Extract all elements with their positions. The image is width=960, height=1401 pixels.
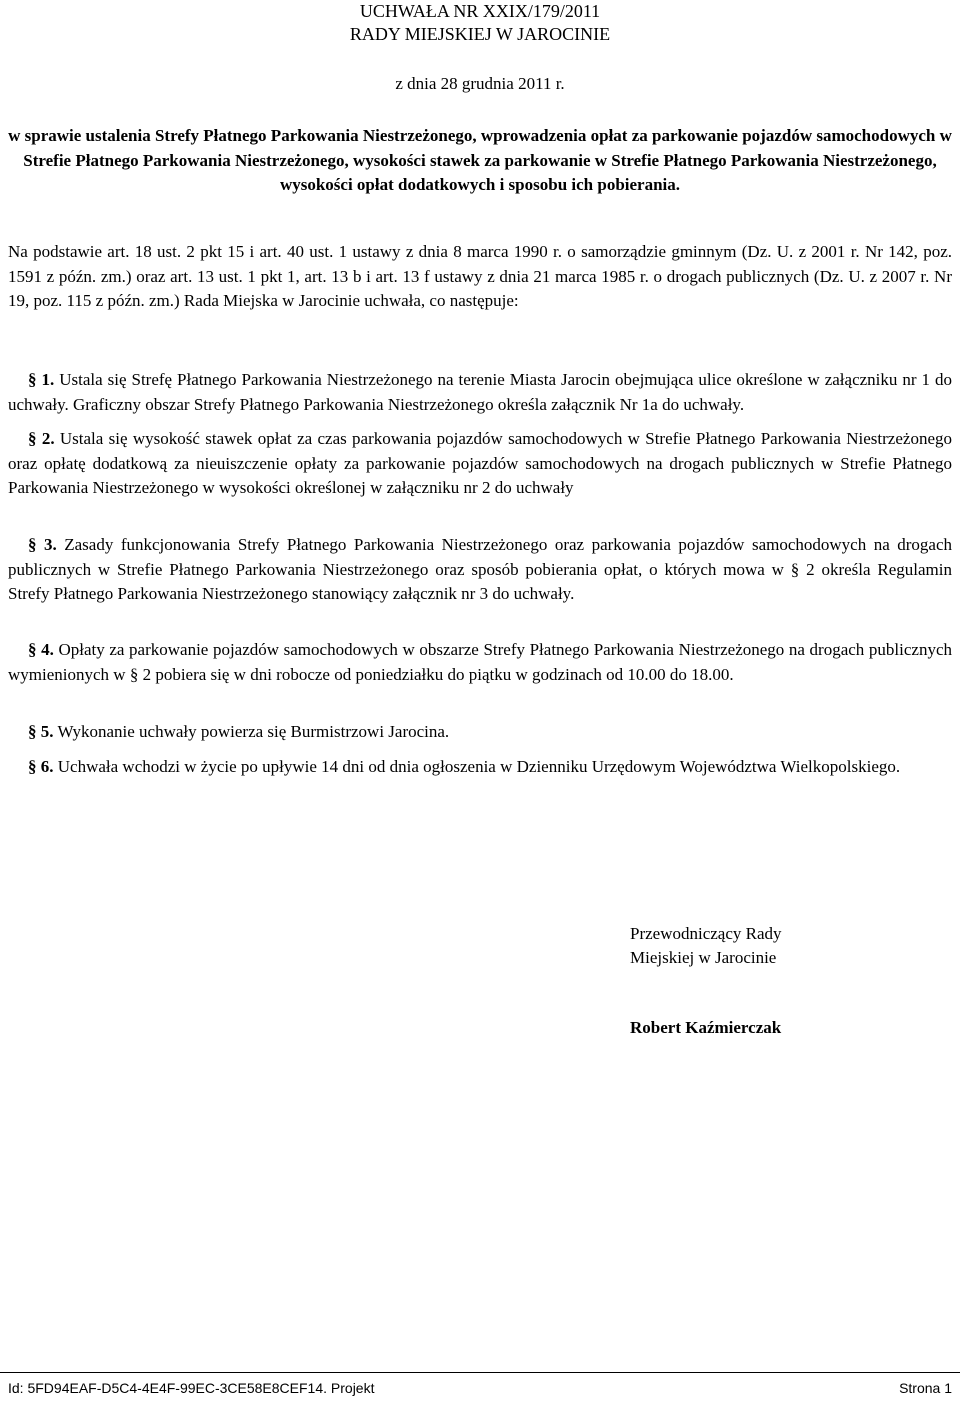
section-number: § 6. (28, 757, 54, 776)
section-6 (8, 755, 952, 780)
resolution-subject: w sprawie ustalenia Strefy Płatnego Parkowania Niestrzeżonego, wprowadzenia opłat za parkowanie pojazdów samochodowych w Strefie Płatnego Parkowania Niestrzeżonego, wysokości stawek za parkowanie w Strefie Płatnego Parkowania Niestrzeżonego, wysokości opłat dodatkowych i sposobu ich pobierania. (8, 126, 952, 194)
section-1 (8, 368, 952, 417)
section-text: Wykonanie uchwały powierza się Burmistrzowi Jarocina. (53, 722, 450, 741)
section-text: Uchwała wchodzi w życie po upływie 14 dni od dnia ogłoszenia w Dzienniku Urzędowym Województwa Wielkopolskiego. (53, 757, 901, 776)
page-number: Strona 1 (899, 1380, 952, 1396)
section-number: § 1. (28, 370, 55, 389)
resolution-date: z dnia 28 grudnia 2011 r. (395, 74, 565, 93)
section-3 (8, 533, 952, 607)
section-2 (8, 427, 952, 501)
resolution-title: UCHWAŁA NR XXIX/179/2011 (359, 1, 601, 21)
legal-basis-preamble: Na podstawie art. 18 ust. 2 pkt 15 i art. 40 ust. 1 ustawy z dnia 8 marca 1990 r. o samorządzie gminnym (Dz. U. z 2001 r. Nr 142, poz. 1591 z późn. zm.) oraz art. 13 ust. 1 pkt 1, art. 13 b i art. 13 f ustawy z dnia 21 marca 1985 r. o drogach publicznych (Dz. U. z 2007 r. Nr 19, poz. 115 z późn. zm.) Rada Miejska w Jarocinie uchwała, co następuje: (8, 242, 952, 310)
footer-divider (0, 1372, 960, 1373)
section-text: Zasady funkcjonowania Strefy Płatnego Parkowania Niestrzeżonego oraz parkowania pojazdów samochodowych na drogach publicznych w Strefie Płatnego Parkowania Niestrzeżonego oraz sposób pobierania opłat, o których mowa w § 2 określa Regulamin Strefy Płatnego Parkowania Niestrzeżonego stanowiący załącznik nr 3 do uchwały. (8, 535, 952, 603)
section-number: § 4. (28, 640, 54, 659)
signature-role-line1: Przewodniczący Rady (630, 924, 782, 943)
section-text: Ustala się Strefę Płatnego Parkowania Niestrzeżonego na terenie Miasta Jarocin obejmująca ulice określone w załączniku nr 1 do uchwały. Graficzny obszar Strefy Płatnego Parkowania Niestrzeżonego określa załącznik Nr 1a do uchwały. (8, 370, 952, 414)
signature-role (630, 922, 782, 970)
section-number: § 5. (28, 722, 54, 741)
section-4 (8, 638, 952, 687)
document-id: Id: 5FD94EAF-D5C4-4E4F-99EC-3CE58E8CEF14. Projekt (8, 1380, 375, 1396)
signatory-name: Robert Kaźmierczak (630, 1018, 782, 1037)
section-text: Ustala się wysokość stawek opłat za czas parkowania pojazdów samochodowych w Strefie Płatnego Parkowania Niestrzeżonego oraz opłatę dodatkową za nieuiszczenie opłaty za parkowanie pojazdów samochodowych na drogach publicznych w Strefie Płatnego Parkowania Niestrzeżonego w wysokości określonej w załączniku nr 2 do uchwały (8, 429, 952, 497)
signature-role-line2: Miejskiej w Jarocinie (630, 948, 777, 967)
section-number: § 3. (28, 535, 57, 554)
council-name: RADY MIEJSKIEJ W JAROCINIE (349, 24, 611, 44)
section-5 (8, 720, 952, 745)
section-number: § 2. (28, 429, 55, 448)
section-text: Opłaty za parkowanie pojazdów samochodowych w obszarze Strefy Płatnego Parkowania Niestrzeżonego na drogach publicznych wymienionych w § 2 pobiera się w dni robocze od poniedziałku do piątku w godzinach od 10.00 do 18.00. (8, 640, 952, 684)
